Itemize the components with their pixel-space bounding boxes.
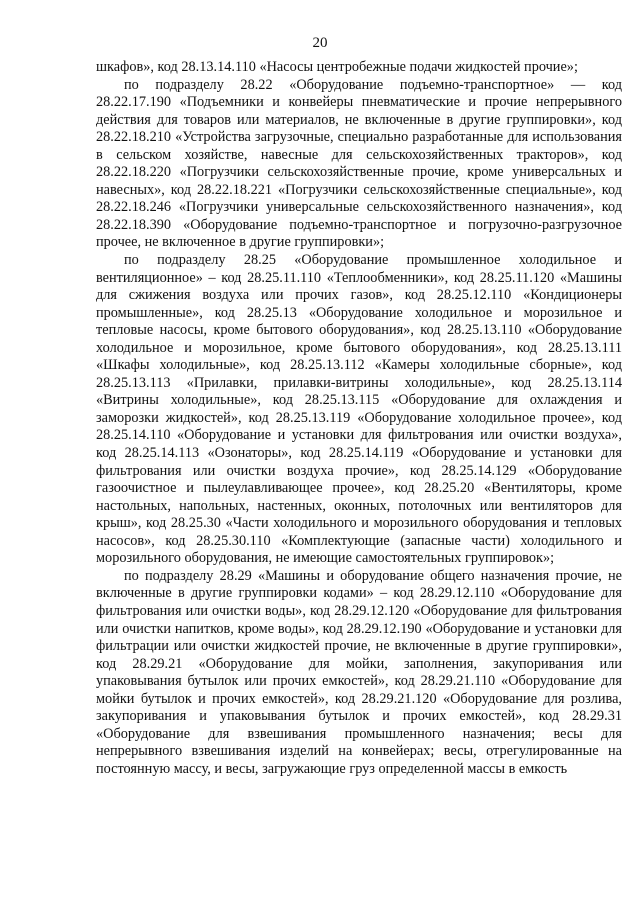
paragraph-28-22: по подразделу 28.22 «Оборудование подъемно-транспортное» — код 28.22.17.190 «Подъемники и конвейеры пневматические и прочие непрерывного действия для товаров или материалов, не включенные в другие группировки», код 28.22.18.210 «Устройства загрузочные, специально разработанные для использования в сельском хозяйстве, навесные для сельскохозяйственных тракторов», код 28.22.18.220 «Погрузчики сельскохозяйственные прочие, кроме универсальных и навесных», код 28.22.18.221 «Погрузчики сельскохозяйственные специальные», код 28.22.18.246 «Погрузчики универсальные сельскохозяйственного назначения», код 28.22.18.390 «Оборудование подъемно-транспортное и погрузочно-разгрузочное прочее, не включенное в другие группировки»; [96,76,622,251]
document-body [96,59,622,778]
paragraph-28-25: по подразделу 28.25 «Оборудование промышленное холодильное и вентиляционное» – код 28.25.11.110 «Теплообменники», код 28.25.11.120 «Машины для сжижения воздуха или прочих газов», код 28.25.12.110 «Кондиционеры промышленные», код 28.25.13 «Оборудование холодильное и морозильное и тепловые насосы, кроме бытового оборудования», код 28.25.13.110 «Оборудование холодильное и морозильное, кроме бытового оборудования», код 28.25.13.111 «Шкафы холодильные», код 28.25.13.112 «Камеры холодильные сборные», код 28.25.13.113 «Прилавки, прилавки-витрины холодильные», код 28.25.13.114 «Витрины холодильные», код 28.25.13.115 «Оборудование для охлаждения и заморозки жидкостей», код 28.25.13.119 «Оборудование холодильное прочее», код 28.25.14.110 «Оборудование и установки для фильтрования или очистки воздуха», код 28.25.14.113 «Озонаторы», код 28.25.14.119 «Оборудование и установки для фильтрования или очистки воздуха прочие», код 28.25.14.129 «Оборудование газоочистное и пылеулавливающее прочее», код 28.25.20 «Вентиляторы, кроме настольных, напольных, настенных, оконных, потолочных или вентиляторов для крыш», код 28.25.30 «Части холодильного и морозильного оборудования и тепловых насосов», код 28.25.30.110 «Комплектующие (запасные части) холодильного и морозильного оборудования, не имеющие самостоятельных группировок»; [96,252,622,567]
page-number: 20 [312,35,328,51]
paragraph-28-29: по подразделу 28.29 «Машины и оборудование общего назначения прочие, не включенные в другие группировки кодами» – код 28.29.12.110 «Оборудование для фильтрования или очистки воды», код 28.29.12.120 «Оборудование для фильтрования или очистки напитков, кроме воды», код 28.29.12.190 «Оборудование и установки для фильтрации или очистки жидкостей прочие, не включенные в другие группировки», код 28.29.21 «Оборудование для мойки, заполнения, закупоривания или упаковывания бутылок или прочих емкостей», код 28.29.21.110 «Оборудование для мойки бутылок и прочих емкостей», код 28.29.21.120 «Оборудование для розлива, закупоривания и упаковывания бутылок и прочих емкостей», код 28.29.31 «Оборудование для взвешивания промышленного назначения; весы для непрерывного взвешивания изделий на конвейерах; весы, отрегулированные на постоянную массу, и весы, загружающие груз определенной массы в емкость [96,567,622,777]
paragraph-continuation: шкафов», код 28.13.14.110 «Насосы центробежные подачи жидкостей прочие»; [96,59,578,75]
